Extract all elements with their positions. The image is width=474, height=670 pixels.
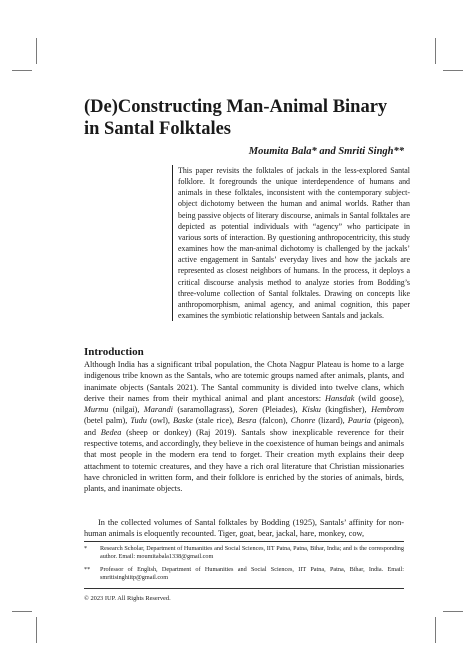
footnote-1 — [84, 545, 404, 561]
section-heading-introduction: Introduction — [84, 346, 144, 358]
introduction-paragraph-1: Although India has a significant tribal population, the Chota Nagpur Plateau is home to a large indigenous tribe known as the Santals, who are totemic groups named after animals, plants, and inanimate objects (Santals 2021). The Santal community is divided into twelve clans, which derive their names from their mythical animal and plant ancestors: Hansdak (wild goose), Murmu (nilgai), Marandi (saramollagrass), Soren (Pleiades), Kisku (kingfisher), Hembrom (betel palm), Tudu (owl), Baske (stale rice), Besra (falcon), Chonre (lizard), Pauria (pigeon), and Bedea (sheep or donkey) (Raj 2019). Santals show inexplicable reverence for their respective totems, and accordingly, they believe in the coexistence of human beings and animals that most people in the modern era tend to forget. Their creation myth explains their deep attachment to totemic creatures, and they have a rich oral literature that Christian missionaries have chronicled in written form, and their folklore is enriched by the stories of animals, birds, plants, and inanimate objects. — [84, 360, 405, 494]
copyright-separator — [84, 588, 404, 589]
footnote-1-text: Research Scholar, Department of Humanities and Social Sciences, IIT Patna, Patna, Bihar, India; and is the corresponding author. Email: moumitabala1338@gmail.com — [100, 545, 404, 560]
footnote-2-mark: ** — [84, 566, 91, 573]
crop-mark-top-right-h — [443, 70, 463, 71]
crop-mark-top-left-h — [12, 70, 32, 71]
crop-mark-top-right-v — [435, 38, 436, 64]
footnote-2-text: Professor of English, Department of Humanities and Social Sciences, IIT Patna, Patna, Bihar, India. Email: smritisinghiitp@gmail.com — [100, 566, 404, 581]
copyright-notice: © 2023 IUP. All Rights Reserved. — [84, 595, 171, 602]
crop-mark-bottom-left-h — [12, 611, 32, 612]
crop-mark-bottom-right-v — [435, 617, 436, 643]
crop-mark-bottom-left-v — [36, 617, 37, 643]
crop-mark-top-left-v — [36, 38, 37, 64]
footnote-2 — [84, 566, 404, 582]
introduction-paragraph-2: In the collected volumes of Santal folktales by Bodding (1925), Santals’ affinity for non-human animals is eloquently recounted. Tiger, goat, bear, jackal, hare, monkey, cow, — [84, 518, 404, 539]
footnote-1-mark: * — [84, 545, 88, 552]
article-title: (De)Constructing Man-Animal Binary in Santal Folktales — [84, 97, 388, 139]
crop-mark-bottom-right-h — [443, 611, 463, 612]
abstract: This paper revisits the folktales of jackals in the less-explored Santal folklore. It foregrounds the unique interdependence of humans and animals in these folktales, inconsistent with the contemporary subject-object dichotomy between the human and animal worlds. Rather than being passive objects of literary discourse, animals in Santal folktales are depicted as potential individuals with “agency” who participate in various sorts of interaction. By questioning anthropocentricity, this study examines how the man-animal dichotomy is challenged by the jackals’ active engagement in Santals’ everyday lives and how the jackals are represented as closest neighbors of humans. In the process, it deploys a critical discourse analysis method to analyze stories from Bodding’s three-volume collection of Santal folktales. Drawing on concepts like anthropomorphism, animal agency, and animal cognition, this paper examines the symbiotic relationship between Santals and jackals. — [172, 165, 410, 321]
footnote-separator — [84, 541, 404, 542]
article-authors: Moumita Bala* and Smriti Singh** — [248, 146, 404, 157]
